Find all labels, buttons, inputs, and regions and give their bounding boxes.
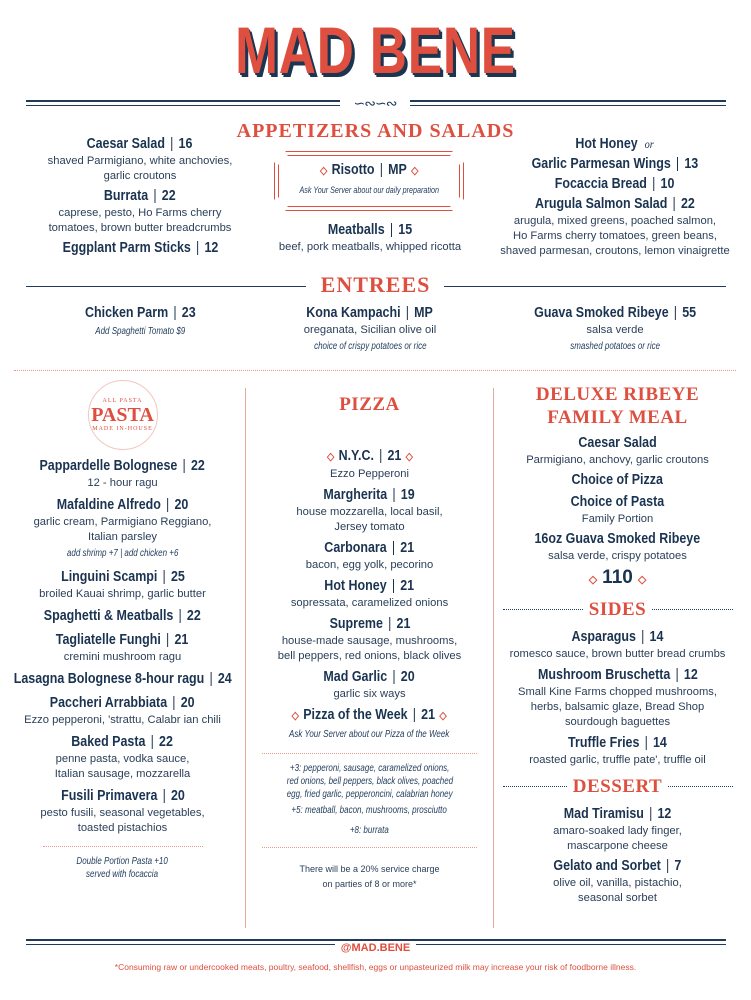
separator: | <box>644 735 648 751</box>
item-name: Caesar Salad <box>87 136 166 152</box>
item-name: Fusili Primavera <box>60 788 157 804</box>
item-price: 21 <box>174 632 189 648</box>
item-price: 21 <box>387 448 401 464</box>
menu-item <box>24 693 221 728</box>
menu-item <box>26 456 218 491</box>
topping-line: egg, fried garlic, pepperoncini, calabrian honey <box>286 789 453 800</box>
item-price: 21 <box>421 707 436 723</box>
item-name: Hot Honey <box>324 578 387 594</box>
dotted-divider <box>262 753 477 754</box>
item-name: Tagliatelle Funghi <box>56 632 162 648</box>
item-description: cremini mushroom ragu <box>63 651 182 663</box>
menu-item <box>543 856 692 906</box>
item-name: Chicken Parm <box>84 305 168 321</box>
entrees-heading: ENTREES <box>320 272 431 297</box>
pasta-footnote: served with focaccia <box>86 869 159 880</box>
menu-item <box>269 705 469 744</box>
separator: | <box>392 669 397 685</box>
item-title <box>322 446 417 467</box>
menu-item <box>553 804 682 854</box>
item-description: shaved Parmigiano, white anchovies, <box>47 155 233 167</box>
dotted-divider <box>14 370 736 371</box>
item-name: Gelato and Sorbet <box>553 858 661 874</box>
diamond-icon: ◇ <box>319 165 328 177</box>
separator: | <box>413 707 417 723</box>
dotted-line <box>668 786 732 787</box>
column-divider <box>245 388 246 928</box>
item-description: Small Kine Farms chopped mushrooms, <box>518 686 717 698</box>
item-note: choice of crispy potatoes or rice <box>313 341 427 352</box>
item-description: salsa verde <box>586 324 644 336</box>
menu-item <box>315 446 425 482</box>
menu-item <box>521 529 714 564</box>
badge-top-text: ALL PASTA <box>102 398 143 404</box>
item-description: olive oil, vanilla, pistachio, <box>553 877 682 889</box>
diamond-icon: ◇ <box>637 574 647 586</box>
appetizers-left <box>10 134 270 260</box>
item-description: bacon, egg yolk, pecorino <box>305 559 434 571</box>
or-label: or <box>645 137 655 151</box>
separator: | <box>676 156 680 172</box>
diamond-icon: ◇ <box>291 710 300 722</box>
item-title <box>13 669 231 689</box>
item-name: Arugula Salmon Salad <box>535 196 668 212</box>
item-name: Supreme <box>329 616 383 632</box>
item-description: garlic six ways <box>333 688 406 700</box>
menu-item <box>34 495 212 563</box>
item-title <box>85 303 196 323</box>
item-price: 25 <box>170 569 185 585</box>
item-name: Carbonara <box>324 540 387 556</box>
item-description: 12 - hour ragu <box>87 477 158 489</box>
sides-heading: SIDES <box>588 599 647 620</box>
dotted-divider <box>43 846 203 847</box>
item-note: Ask Your Server about our daily preparation <box>299 185 439 195</box>
pasta-heading: PASTA <box>91 404 154 426</box>
item-name: Mad Garlic <box>323 669 388 685</box>
menu-item <box>500 194 729 259</box>
item-title <box>324 485 415 505</box>
item-title <box>61 567 185 587</box>
diamond-icon: ◇ <box>405 451 413 463</box>
item-description: Ho Farms cherry tomatoes, green beans, <box>513 230 717 242</box>
dotted-divider <box>262 847 477 848</box>
item-title <box>329 614 410 634</box>
item-description: Jersey tomato <box>334 521 405 533</box>
item-name: Burrata <box>104 188 149 204</box>
restaurant-logo: MAD BENE <box>235 13 516 87</box>
item-name: Mafaldine Alfredo <box>56 497 161 513</box>
item-price: 23 <box>181 305 196 321</box>
item-name: Guava Smoked Ribeye <box>534 305 669 321</box>
item-title <box>571 492 665 512</box>
menu-item <box>31 606 214 626</box>
family-meal-section <box>495 383 740 908</box>
separator: | <box>387 616 391 632</box>
badge-bottom-text: MADE IN-HOUSE <box>92 426 153 432</box>
item-title <box>307 303 434 323</box>
item-description: broiled Kauai shrimp, garlic butter <box>39 588 206 600</box>
family-meal-price <box>584 566 652 592</box>
dessert-heading: DESSERT <box>572 776 663 797</box>
item-description: seasonal sorbet <box>578 892 657 904</box>
item-price: 21 <box>400 540 415 556</box>
diamond-icon: ◇ <box>410 165 419 177</box>
sides-heading-wrap <box>503 598 733 621</box>
item-title <box>328 220 412 240</box>
item-title <box>325 576 415 596</box>
separator: | <box>652 176 656 192</box>
separator: | <box>379 162 383 178</box>
entree-col-2 <box>250 303 490 356</box>
menu-item <box>521 303 709 356</box>
item-title <box>324 667 415 687</box>
disclaimer: *Consuming raw or undercooked meats, poultry, seafood, shellfish, eggs or unpasteurized milk may increase your risk of foodborne illness. <box>114 962 637 972</box>
pasta-footnote: Double Portion Pasta +10 <box>76 856 169 867</box>
menu-item <box>48 134 233 184</box>
item-price: 24 <box>217 671 232 687</box>
separator: | <box>166 497 170 513</box>
entree-col-3 <box>485 303 745 356</box>
item-description: garlic croutons <box>103 170 177 182</box>
item-name: Lasagna Bolognese 8-hour ragu <box>13 671 205 687</box>
item-price: 12 <box>683 667 698 683</box>
item-note: Ask Your Server about our Pizza of the Week <box>289 729 450 740</box>
item-name: Meatballs <box>327 222 385 238</box>
item-description: sourdough baguettes <box>564 716 671 728</box>
appetizers-heading: APPETIZERS AND SALADS <box>236 120 515 142</box>
separator: | <box>675 667 679 683</box>
item-price: 12 <box>203 240 218 256</box>
dessert-heading-wrap <box>503 775 733 798</box>
item-title <box>325 538 415 558</box>
item-name: Mad Tiramisu <box>563 806 644 822</box>
item-price: 22 <box>681 196 695 212</box>
item-title <box>572 470 663 490</box>
item-description: beef, pork meatballs, whipped ricotta <box>278 241 462 253</box>
item-name: Margherita <box>323 487 388 503</box>
item-name: Focaccia Bread <box>555 176 648 192</box>
item-name: Choice of Pasta <box>570 494 665 510</box>
menu-item <box>510 627 726 662</box>
pasta-section <box>0 380 245 881</box>
item-name: Pappardelle Bolognese <box>39 458 178 474</box>
item-price: 14 <box>649 629 664 645</box>
item-description: roasted garlic, truffle pate', truffle oil <box>529 754 706 766</box>
separator: | <box>162 569 166 585</box>
item-note: Add Spaghetti Tomato $9 <box>94 326 185 337</box>
item-name: Kona Kampachi <box>306 305 401 321</box>
item-title <box>576 134 654 154</box>
item-description: romesco sauce, brown butter bread crumbs <box>509 648 726 660</box>
item-description: arugula, mixed greens, poached salmon, <box>513 215 717 227</box>
item-price: 20 <box>181 695 195 711</box>
item-description: Parmigiano, anchovy, garlic croutons <box>526 454 709 466</box>
separator: | <box>641 629 645 645</box>
separator: | <box>392 578 396 594</box>
item-description: house-made sausage, mushrooms, <box>281 635 458 647</box>
menu-item <box>55 732 191 782</box>
item-description: salsa verde, crispy potatoes <box>548 550 687 562</box>
item-name: Pizza of the Week <box>303 707 408 723</box>
column-divider <box>493 388 494 928</box>
menu-item <box>306 538 434 573</box>
item-description: Ezzo pepperoni, 'strattu, Calabr ian chili <box>24 714 221 726</box>
separator: | <box>153 188 157 204</box>
separator: | <box>648 806 653 822</box>
item-title <box>535 529 701 549</box>
item-price: 22 <box>162 188 176 204</box>
item-name: Mushroom Bruschetta <box>537 667 670 683</box>
item-price: 20 <box>174 497 189 513</box>
item-price: 22 <box>191 458 206 474</box>
menu-item <box>526 433 709 468</box>
menu-item <box>563 492 672 527</box>
separator: | <box>673 305 677 321</box>
appetizers-right <box>485 134 745 259</box>
item-name: Spaghetti & Meatballs <box>43 608 174 624</box>
menu-item <box>296 485 442 535</box>
separator: | <box>172 695 176 711</box>
item-name: Eggplant Parm Sticks <box>62 240 191 256</box>
item-name: Hot Honey <box>575 136 639 152</box>
item-description: herbs, balsamic glaze, Bread Shop <box>530 701 705 713</box>
item-price: 16 <box>179 136 193 152</box>
entree-col-1 <box>10 303 270 341</box>
item-title <box>62 238 218 258</box>
ornament-icon: ∽∾∽∾ <box>340 95 410 112</box>
item-price: 12 <box>657 806 672 822</box>
item-name: Baked Pasta <box>71 734 146 750</box>
separator: | <box>182 458 187 474</box>
item-price: 15 <box>398 222 413 238</box>
item-description: sopressata, caramelized onions <box>290 597 449 609</box>
menu-item <box>564 470 670 490</box>
separator: | <box>672 196 676 212</box>
item-title <box>50 693 195 713</box>
item-description: mascarpone cheese <box>567 840 668 852</box>
menu-item <box>291 576 448 611</box>
item-title <box>61 786 185 806</box>
separator: | <box>378 448 382 464</box>
item-title <box>56 630 189 650</box>
item-price: 22 <box>187 608 202 624</box>
service-charge-note: on parties of 8 or more* <box>322 879 417 889</box>
instagram-handle[interactable]: @MAD.BENE <box>335 942 416 954</box>
item-title <box>564 804 672 824</box>
item-description: Italian parsley <box>87 531 158 543</box>
item-description: caprese, pesto, Ho Farms cherry <box>58 207 222 219</box>
separator: | <box>178 608 182 624</box>
item-description: garlic cream, Parmigiano Reggiano, <box>33 516 212 528</box>
item-price: MP <box>414 305 434 321</box>
item-name: Paccheri Arrabbiata <box>50 695 168 711</box>
pizza-section <box>247 393 492 892</box>
price-value: 110 <box>602 567 633 588</box>
item-title <box>87 134 193 154</box>
service-charge-note: There will be a 20% service charge <box>299 864 440 874</box>
item-title <box>44 606 201 626</box>
diamond-icon: ◇ <box>588 574 598 586</box>
menu-item <box>39 567 206 602</box>
item-title <box>538 665 698 685</box>
menu-item <box>40 786 204 836</box>
separator: | <box>166 632 170 648</box>
separator: | <box>392 487 397 503</box>
separator: | <box>209 671 213 687</box>
item-name: Garlic Parmesan Wings <box>531 156 671 172</box>
item-name: Risotto <box>331 162 375 178</box>
menu-item <box>518 665 717 730</box>
menu-item <box>529 733 705 768</box>
separator: | <box>195 240 199 256</box>
item-price: 55 <box>682 305 696 321</box>
topping-line: +8: burrata <box>350 825 389 836</box>
item-description: amaro-soaked lady finger, <box>553 825 682 837</box>
item-price: 10 <box>660 176 675 192</box>
item-title <box>554 856 682 876</box>
item-description: pesto fusili, seasonal vegetables, <box>40 807 205 819</box>
dotted-line <box>503 609 583 610</box>
topping-line: +3: pepperoni, sausage, caramelized onions, <box>289 763 450 774</box>
diamond-icon: ◇ <box>326 451 334 463</box>
item-price: 21 <box>400 578 415 594</box>
item-note: add shrimp +7 | add chicken +6 <box>66 548 179 559</box>
separator: | <box>392 540 396 556</box>
menu-item <box>518 154 712 174</box>
separator: | <box>173 305 177 321</box>
item-description: shaved parmesan, croutons, lemon vinaigrette <box>500 245 730 257</box>
menu-item <box>49 186 232 236</box>
item-title <box>288 705 452 726</box>
item-title <box>568 733 667 753</box>
item-price: 14 <box>653 735 667 751</box>
item-description: Italian sausage, mozzarella <box>54 768 191 780</box>
menu-item <box>50 238 231 258</box>
item-title <box>572 627 664 647</box>
family-meal-heading: DELUXE RIBEYE <box>535 384 700 405</box>
dotted-line <box>503 786 567 787</box>
pasta-badge <box>88 380 158 450</box>
menu-item <box>76 303 205 341</box>
item-name: Truffle Fries <box>568 735 640 751</box>
item-name: Asparagus <box>571 629 637 645</box>
item-title <box>104 186 176 206</box>
dotted-line <box>652 609 732 610</box>
separator: | <box>666 858 670 874</box>
menu-item <box>296 303 443 356</box>
item-description: Family Portion <box>581 513 654 525</box>
item-price: 22 <box>159 734 174 750</box>
item-name: 16oz Guava Smoked Ribeye <box>534 531 701 547</box>
item-description: house mozzarella, local basil, <box>296 506 443 518</box>
item-price: 7 <box>674 858 682 874</box>
item-title <box>57 495 189 515</box>
separator: | <box>406 305 410 321</box>
item-name: Caesar Salad <box>578 435 657 451</box>
item-price: 21 <box>396 616 410 632</box>
menu-item <box>278 614 461 664</box>
risotto-item <box>274 160 464 199</box>
item-title <box>578 433 656 453</box>
item-description: penne pasta, vodka sauce, <box>55 753 190 765</box>
item-description: bell peppers, red onions, black olives <box>277 650 462 662</box>
item-description: Ezzo Pepperoni <box>329 468 409 480</box>
item-description: tomatoes, brown butter breadcrumbs <box>48 222 232 234</box>
diamond-icon: ◇ <box>439 710 448 722</box>
item-price: 13 <box>684 156 699 172</box>
separator: | <box>151 734 155 750</box>
family-meal-heading: FAMILY MEAL <box>547 407 688 428</box>
menu-item <box>45 630 199 665</box>
item-title <box>535 194 695 214</box>
item-title <box>72 732 174 752</box>
item-price: 19 <box>401 487 416 503</box>
appetizers-center <box>260 220 480 261</box>
menu-item <box>569 134 660 154</box>
item-name: Choice of Pizza <box>571 472 664 488</box>
separator: | <box>162 788 166 804</box>
separator: | <box>170 136 174 152</box>
item-price: 20 <box>170 788 185 804</box>
pizza-heading: PIZZA <box>339 394 400 415</box>
footer-handle-wrap <box>0 938 751 956</box>
item-description: toasted pistachios <box>77 822 168 834</box>
menu-item <box>545 174 684 194</box>
menu-item <box>0 669 249 689</box>
item-price: 20 <box>401 669 416 685</box>
topping-line: red onions, bell peppers, black olives, poached <box>286 776 453 787</box>
topping-line: +5: meatball, bacon, mushrooms, prosciutto <box>291 805 448 816</box>
item-title <box>532 154 699 174</box>
menu-item <box>279 220 461 255</box>
item-title <box>40 456 205 476</box>
item-name: Linguini Scampi <box>60 569 157 585</box>
item-price: MP <box>387 162 407 178</box>
item-note: smashed potatoes or rice <box>570 341 660 352</box>
item-title <box>534 303 696 323</box>
separator: | <box>389 222 394 238</box>
menu-item <box>316 667 422 702</box>
item-name: N.Y.C. <box>338 448 374 464</box>
item-description: oreganata, Sicilian olive oil <box>303 324 437 336</box>
item-title <box>555 174 675 194</box>
